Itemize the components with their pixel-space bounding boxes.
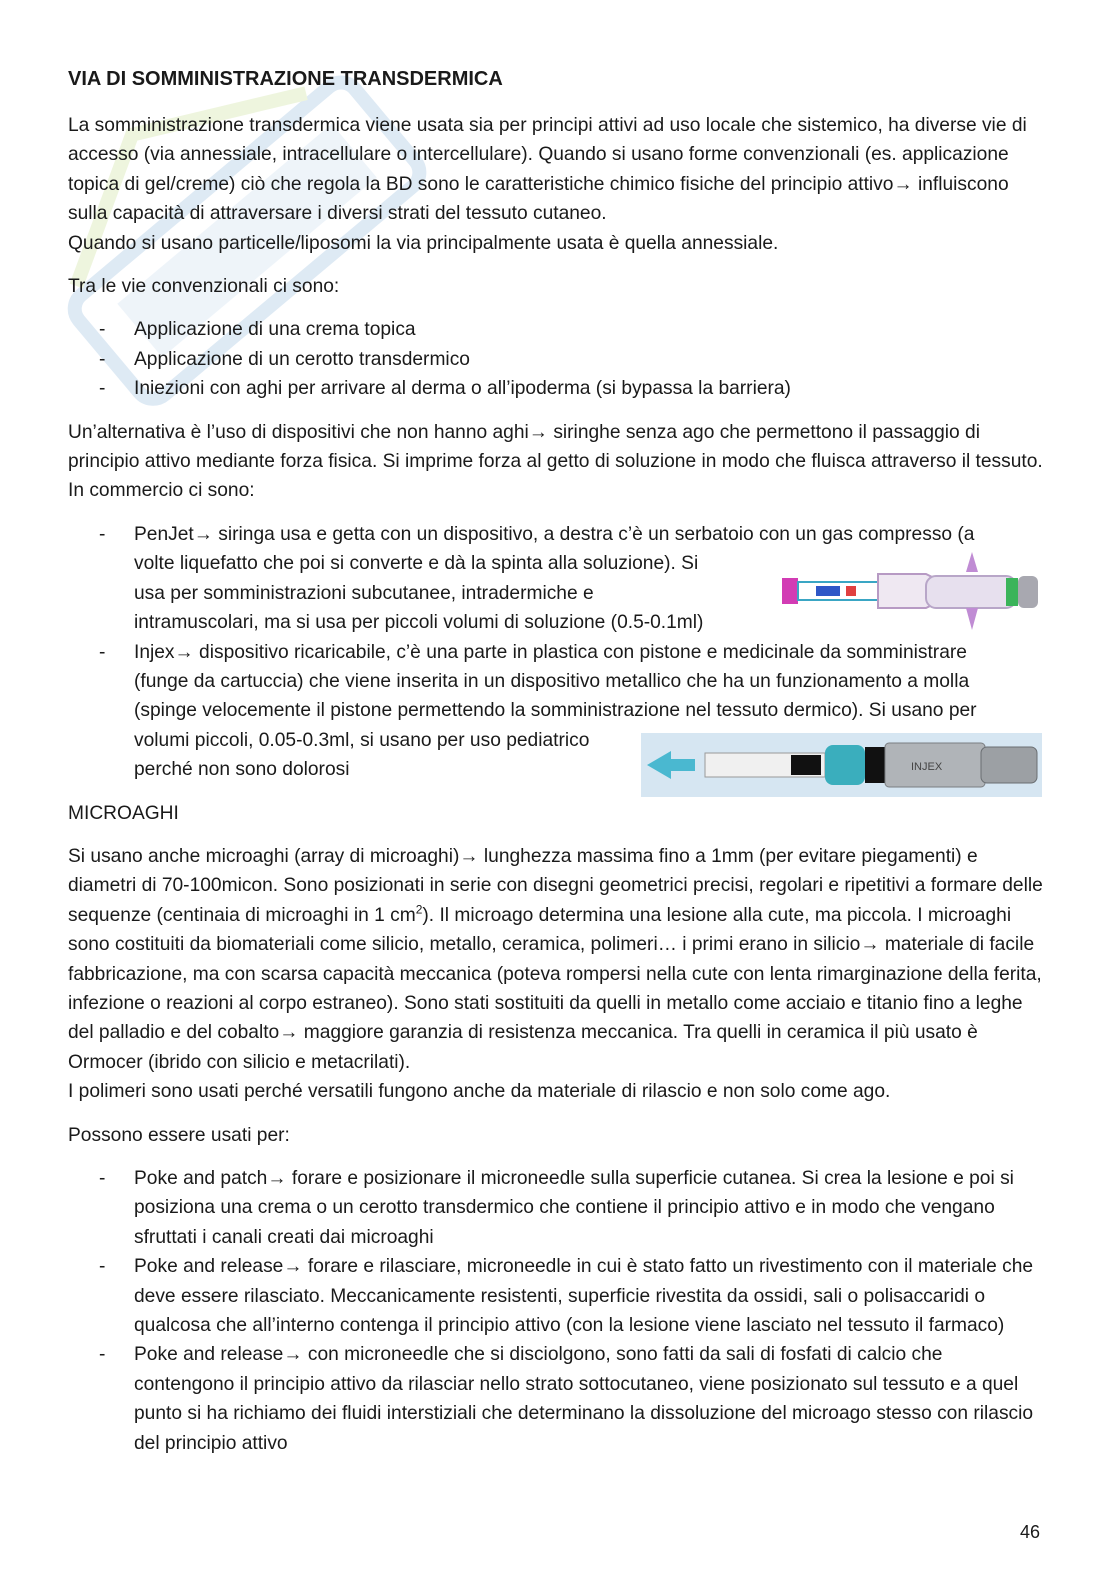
- arrow-icon: →: [893, 173, 913, 195]
- conventional-lead: Tra le vie convenzionali ci sono:: [68, 276, 340, 298]
- conventional-list: [68, 315, 1048, 403]
- page-title: VIA DI SOMMINISTRAZIONE TRANSDERMICA: [68, 68, 503, 90]
- list-item: - Applicazione di una crema topica: [99, 319, 416, 341]
- arrow-icon: →: [459, 845, 479, 867]
- injex-device-image: [641, 733, 1042, 797]
- alternative-paragraph: Un’alternativa è l’uso di dispositivi che non hanno aghi→ siringhe senza ago che permettono il passaggio di principio attivo mediante forza fisica. Si imprime forza al getto di soluzione in modo che fluisca attraverso il tessuto. In commercio ci sono:: [68, 418, 1048, 506]
- arrow-icon: →: [283, 1256, 303, 1278]
- arrow-icon: →: [528, 421, 548, 443]
- uses-list: [68, 1164, 1048, 1458]
- section-heading-microaghi: MICROAGHI: [68, 802, 179, 824]
- list-item: - Poke and release→ con microneedle che si disciolgono, sono fatti da sali di fosfati di calcio che contengono il principio attivo da rilasciar nello strato sottocutaneo, viene posizionato sul tessuto e a quel punto si ha richiamo dei fluidi interstiziali che determinano la dissoluzione del microago stesso con rilascio del principio attivo: [68, 1340, 1048, 1458]
- arrow-icon: →: [279, 1022, 299, 1044]
- arrow-icon: →: [267, 1168, 287, 1189]
- list-item: - Iniezioni con aghi per arrivare al derma o all’ipoderma (si bypassa la barriera): [99, 378, 791, 400]
- arrow-icon: →: [193, 523, 213, 545]
- arrow-icon: →: [860, 934, 880, 956]
- list-item: - Poke and release→ forare e rilasciare, microneedle in cui è stato fatto un rivestimento con il materiale che deve essere rilasciato. Meccanicamente resistenti, superficie rivestita da ossidi, sali o polisaccaridi o qualcosa che all’interno contenga il principio attivo (con la lesione viene lasciato nel tessuto il farmaco): [68, 1252, 1048, 1340]
- penjet-device-image: [776, 548, 1042, 636]
- list-item: - Poke and patch→ forare e posizionare il microneedle sulla superficie cutanea. Si crea la lesione e poi si posiziona una crema o un cerotto transdermico che contiene il principio attivo e in modo che vengano sfruttati i canali creati dai microaghi: [68, 1164, 1048, 1252]
- list-item-penjet: - PenJet→ siringa usa e getta con un dispositivo, a destra c’è un serbatoio con un gas compresso (a volte liquefatto che poi si converte e dà la spinta alla soluzione). Si usa per somministrazioni subcutanee, intradermiche e intramuscolari, ma si usa per piccoli volumi di soluzione (0.5-0.1ml): [68, 520, 1048, 638]
- intro-paragraph: La somministrazione transdermica viene usata sia per principi attivi ad uso locale che sistemico, ha diverse vie di accesso (via annessiale, intracellulare o intercellulare). Quando si usano forme convenzionali (es. applicazione topica di gel/creme) ciò che regola la BD sono le caratteristiche chimico fisiche del principio attivo→ influiscono sulla capacità di attraversare i diversi strati del tessuto cutaneo. Quando si usano particelle/liposomi la via principalmente usata è quella annessiale.: [68, 115, 1027, 254]
- list-item: - Applicazione di un cerotto transdermico: [99, 348, 470, 370]
- arrow-icon: →: [283, 1344, 303, 1366]
- arrow-icon: →: [174, 641, 194, 663]
- microaghi-paragraph: Si usano anche microaghi (array di microaghi)→ lunghezza massima fino a 1mm (per evitare piegamenti) e diametri di 70-100micon. Sono posizionati in serie con disegni geometrici precisi, regolari e ripetitivi a formare delle sequenze (centinaia di microaghi in 1 $cm^2$). Il microago determina una lesione alla cute, ma piccola. I microaghi sono costituiti da biomateriali come silicio, metallo, ceramica, polimeri… i primi erano in silicio→ materiale di facile fabbricazione, ma con scarsa capacità meccanica (poteva rompersi nella cute con lenta rimarginazione della ferita, infezione o reazioni al corpo estraneo). Sono stati sostituiti da quelli in metallo come acciaio e titanio fino a leghe del palladio e del cobalto→ maggiore garanzia di resistenza meccanica. Tra quelli in ceramica il più usato è Ormocer (ibrido con silicio e metacrilati). I polimeri sono usati perché versatili fungono anche da materiale di rilascio e non solo come ago.: [68, 842, 1048, 1107]
- injex-label: INJEX: [911, 761, 943, 773]
- list-item-injex: - Injex→ dispositivo ricaricabile, c’è una parte in plastica con pistone e medicinale da somministrare (funge da cartuccia) che viene inserita in un dispositivo metallico che ha un funzionamento a molla (spinge velocemente il pistone permettendo la somministrazione nel tessuto dermico). Si usano per volumi piccoli, 0.05-0.3ml, si usano per uso pediatrico perché non sono dolorosi: [68, 638, 1048, 785]
- uses-lead: Possono essere usati per:: [68, 1124, 290, 1146]
- page-number: 46: [1020, 1522, 1041, 1542]
